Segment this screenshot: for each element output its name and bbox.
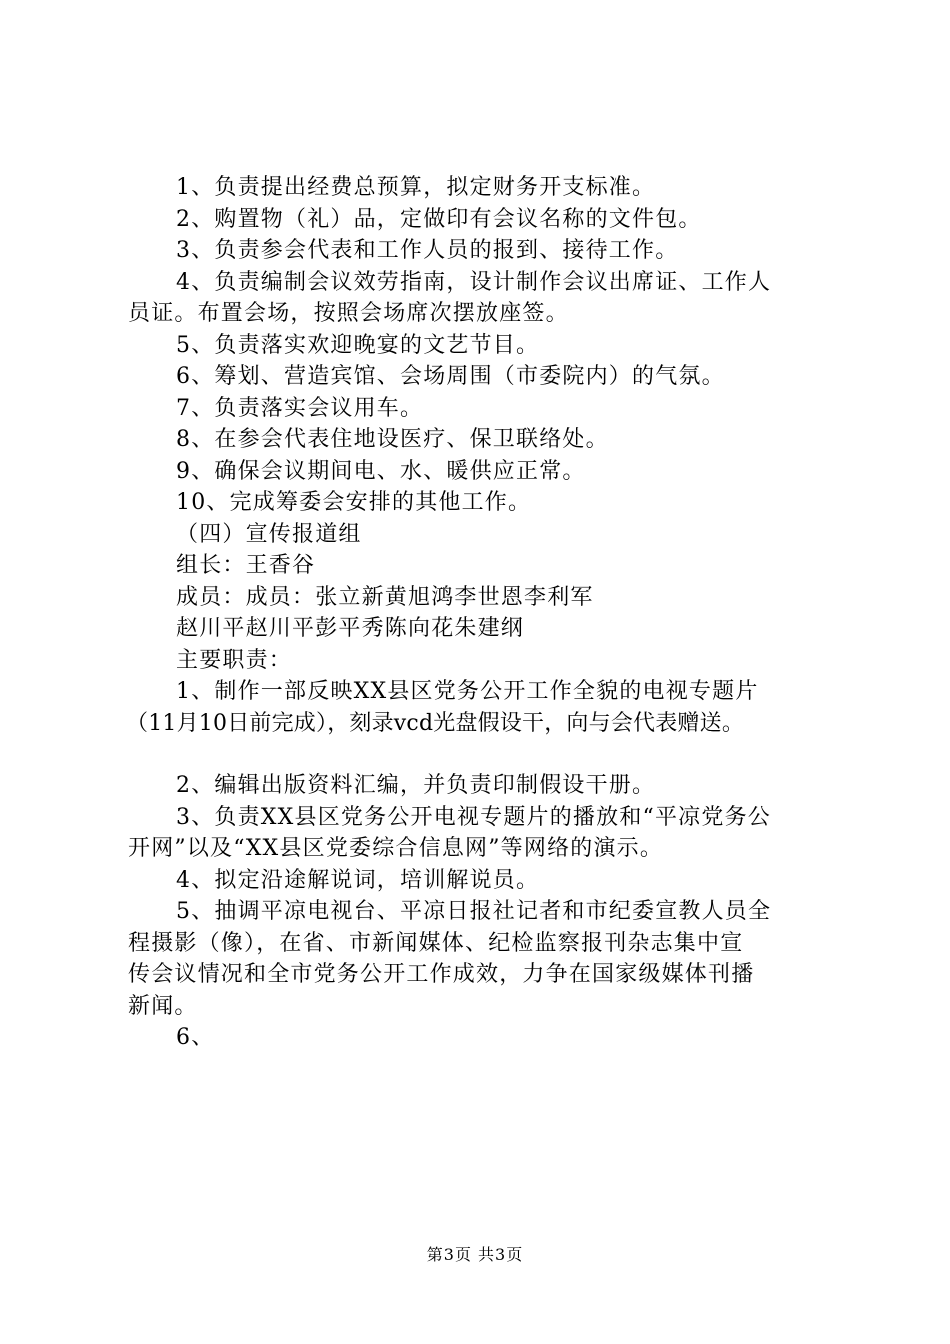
- text-line: 新闻。: [128, 993, 198, 1019]
- text-line: 8、在参会代表住地设医疗、保卫联络处。: [176, 427, 609, 452]
- text-line: 开网”以及“XX县区党委综合信息网”等网络的演示。: [128, 836, 664, 861]
- page-footer: [0, 1245, 950, 1265]
- paragraph-gap: [128, 739, 834, 770]
- text-line: 3、负责参会代表和工作人员的报到、接待工作。: [176, 238, 679, 263]
- text-line: 6、筹划、营造宾馆、会场周围（市委院内）的气氛。: [176, 364, 725, 389]
- text-line: 赵川平赵川平彭平秀陈向花朱建纲: [176, 616, 525, 641]
- text-line: 员证。布置会场，按照会场席次摆放座签。: [128, 301, 569, 326]
- text-line: 5、抽调平凉电视台、平凉日报社记者和市纪委宣教人员全: [176, 899, 772, 924]
- text-line: 2、购置物（礼）品，定做印有会议名称的文件包。: [176, 206, 702, 232]
- text-line: 传会议情况和全市党务公开工作成效，力争在国家级媒体刊播: [128, 962, 755, 987]
- text-line: 4、拟定沿途解说词，培训解说员。: [176, 867, 540, 893]
- text-line: 2、编辑出版资料汇编，并负责印制假设干册。: [176, 773, 656, 798]
- text-line: 程摄影（像），在省、市新闻媒体、纪检监察报刊杂志集中宣: [128, 930, 744, 956]
- text-line: 3、负责XX县区党务公开电视专题片的播放和“平凉党务公: [176, 804, 771, 830]
- text-line: （11月10日前完成），刻录vcd光盘假设干，向与会代表赠送。: [126, 710, 745, 736]
- text-line: 组长：王香谷: [176, 553, 316, 578]
- text-line: 主要职责：: [176, 647, 293, 673]
- text-line: 7、负责落实会议用车。: [176, 395, 424, 421]
- text-line: 1、制作一部反映XX县区党务公开工作全貌的电视专题片: [176, 679, 759, 704]
- text-line: 5、负责落实欢迎晚宴的文艺节目。: [176, 332, 540, 358]
- text-line: 6、: [176, 1025, 215, 1050]
- text-line: 成员：成员：张立新黄旭鸿李世恩李利军: [176, 584, 594, 610]
- text-line: 9、确保会议期间电、水、暖供应正常。: [176, 458, 586, 484]
- text-line: 4、负责编制会议效劳指南，设计制作会议出席证、工作人: [176, 269, 772, 295]
- text-line: 1、负责提出经费总预算，拟定财务开支标准。: [176, 175, 656, 200]
- page-number-label: 第3页 共3页: [426, 1245, 524, 1264]
- section-heading: （四）宣传报道组: [176, 521, 362, 547]
- document-body: [128, 172, 834, 1054]
- text-line: 10、完成筹委会安排的其他工作。: [176, 490, 532, 515]
